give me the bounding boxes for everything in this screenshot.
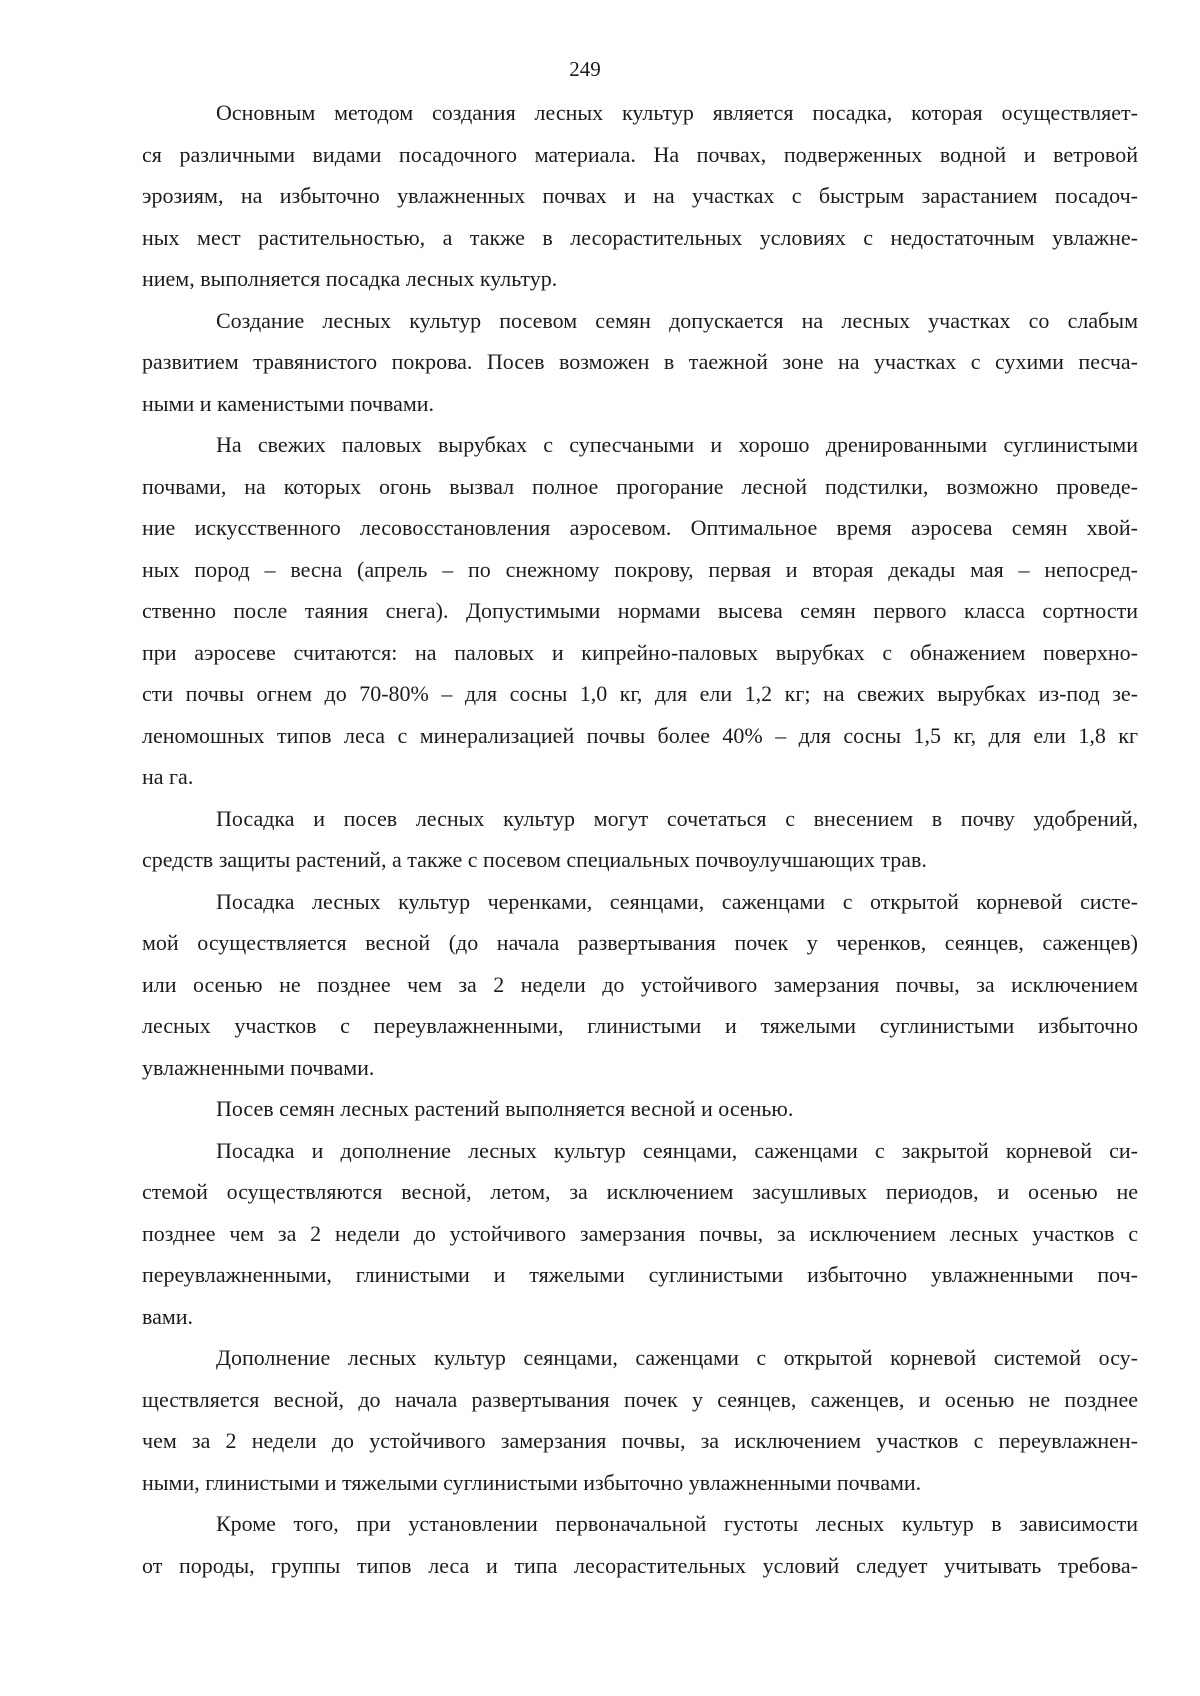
- text-line: ществляется весной, до начала развертывания почек у сеянцев, саженцев, и осенью не позднее: [142, 1386, 1138, 1412]
- text-line: мой осуществляется весной (до начала развертывания почек у черенков, сеянцев, саженцев): [142, 930, 1138, 955]
- text-line: средств защиты растений, а также с посевом специальных почвоулучшающих трав.: [142, 847, 927, 872]
- paragraph: [142, 300, 1138, 425]
- body-text: [142, 92, 1138, 1586]
- text-line: Посадка лесных культур черенками, сеянцами, саженцами с открытой корневой систе-: [216, 888, 1138, 914]
- text-line: Основным методом создания лесных культур является посадка, которая осуществляет-: [216, 100, 1138, 125]
- text-line: Кроме того, при установлении первоначальной густоты лесных культур в зависимости: [216, 1511, 1138, 1536]
- text-line: сти почвы огнем до 70-80% – для сосны 1,0 кг, для ели 1,2 кг; на свежих вырубках из-под зе-: [142, 681, 1138, 706]
- text-line: чем за 2 недели до устойчивого замерзания почвы, за исключением участков с переувлажнен-: [142, 1428, 1138, 1453]
- text-line: ных мест растительностью, а также в лесорастительных условиях с недостаточным увлажне-: [142, 224, 1138, 250]
- paragraph: [142, 1130, 1138, 1338]
- text-line: лесных участков с переувлажненными, глинистыми и тяжелыми суглинистыми избыточно: [142, 1013, 1138, 1038]
- text-line: ние искусственного лесовосстановления аэросевом. Оптимальное время аэросева семян хвой-: [142, 515, 1138, 540]
- text-line: Посадка и посев лесных культур могут сочетаться с внесением в почву удобрений,: [216, 805, 1138, 831]
- paragraph: [142, 92, 1138, 300]
- text-line: На свежих паловых вырубках с супесчаными и хорошо дренированными суглинистыми: [216, 432, 1138, 457]
- text-line: от породы, группы типов леса и типа лесорастительных условий следует учитывать требова-: [142, 1552, 1138, 1578]
- text-line: стемой осуществляются весной, летом, за исключением засушливых периодов, и осенью не: [142, 1179, 1138, 1204]
- text-line: леномошных типов леса с минерализацией почвы более 40% – для сосны 1,5 кг, для ели 1,8 кг: [142, 722, 1138, 748]
- text-line: при аэросеве считаются: на паловых и кипрейно-паловых вырубках с обнажением поверхно-: [142, 639, 1138, 665]
- text-line: эрозиям, на избыточно увлажненных почвах и на участках с быстрым зарастанием посадоч-: [142, 183, 1138, 208]
- paragraph: [142, 881, 1138, 1089]
- text-line: Создание лесных культур посевом семян допускается на лесных участках со слабым: [216, 307, 1138, 333]
- paragraph: [142, 424, 1138, 798]
- page-number: 249: [569, 57, 601, 81]
- text-line: нием, выполняется посадка лесных культур.: [142, 266, 558, 291]
- paragraph: [142, 1503, 1138, 1586]
- text-line: ными и каменистыми почвами.: [142, 390, 435, 416]
- text-line: ных пород – весна (апрель – по снежному покрову, первая и вторая декады мая – непосред-: [142, 556, 1138, 582]
- paragraph: [142, 798, 1138, 881]
- text-line: Посадка и дополнение лесных культур сеянцами, саженцами с закрытой корневой си-: [216, 1137, 1138, 1163]
- paragraph: [142, 1088, 1138, 1130]
- text-line: ся различными видами посадочного материала. На почвах, подверженных водной и ветровой: [142, 141, 1138, 167]
- text-line: развитием травянистого покрова. Посев возможен в таежной зоне на участках с сухими песча-: [142, 349, 1138, 374]
- text-line: ственно после таяния снега). Допустимыми нормами высева семян первого класса сортности: [142, 598, 1138, 623]
- text-line: увлажненными почвами.: [142, 1054, 375, 1080]
- text-line: вами.: [142, 1303, 194, 1329]
- paragraph: [142, 1337, 1138, 1503]
- text-line: позднее чем за 2 недели до устойчивого замерзания почвы, за исключением лесных участков с: [142, 1220, 1138, 1246]
- text-line: на га.: [142, 764, 194, 789]
- text-line: почвами, на которых огонь вызвал полное прогорание лесной подстилки, возможно проведе-: [142, 473, 1138, 499]
- text-line: ными, глинистыми и тяжелыми суглинистыми избыточно увлажненными почвами.: [142, 1469, 922, 1495]
- text-line: переувлажненными, глинистыми и тяжелыми суглинистыми избыточно увлажненными поч-: [142, 1262, 1138, 1287]
- text-line: Дополнение лесных культур сеянцами, саженцами с открытой корневой системой осу-: [216, 1345, 1138, 1370]
- text-line: Посев семян лесных растений выполняется весной и осенью.: [216, 1096, 794, 1121]
- text-line: или осенью не позднее чем за 2 недели до устойчивого замерзания почвы, за исключением: [142, 971, 1138, 997]
